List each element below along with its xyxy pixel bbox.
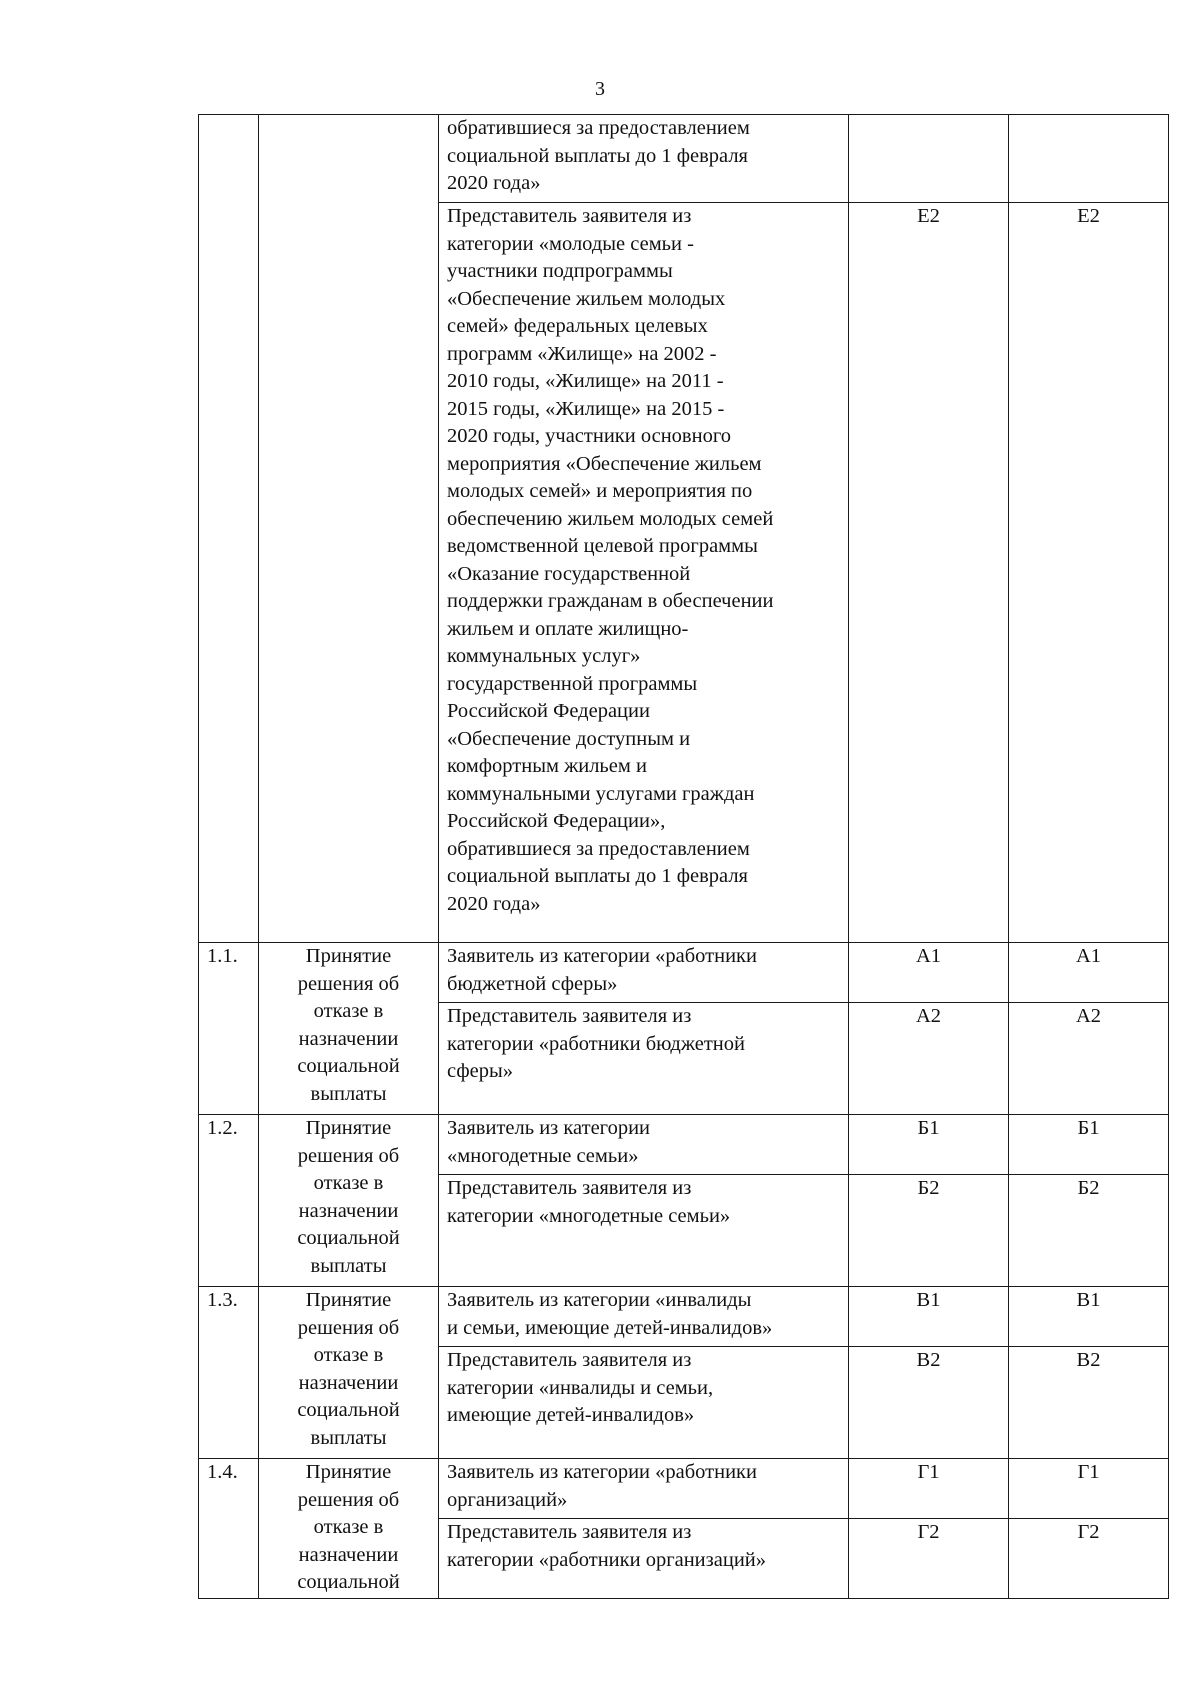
code-cell-1: В2 xyxy=(849,1347,1009,1459)
table-row xyxy=(199,943,1169,1003)
code-cell-2: Е2 xyxy=(1009,203,1169,943)
action-cell: Принятие решения об отказе в назначении социальной выплаты xyxy=(259,1115,439,1287)
applicant-description: Заявитель из категории «многодетные семьи» xyxy=(439,1115,849,1175)
table-row xyxy=(199,115,1169,203)
code-cell-1: Е2 xyxy=(849,203,1009,943)
action-cell xyxy=(259,115,439,943)
code-cell-1: В1 xyxy=(849,1287,1009,1347)
code-cell-2: Б2 xyxy=(1009,1175,1169,1287)
code-cell-1: А2 xyxy=(849,1003,1009,1115)
code-cell-1: Б2 xyxy=(849,1175,1009,1287)
applicant-description: Представитель заявителя из категории «молодые семьи - участники подпрограммы «Обеспечение жильем молодых семей» федеральных целевых программ «Жилище» на 2002 - 2010 годы, «Жилище» на 2011 - 2015 годы, «Жилище» на 2015 - 2020 годы, участники основного мероприятия «Обеспечение жильем молодых семей» и мероприятия по обеспечению жильем молодых семей ведомственной целевой программы «Оказание государственной поддержки гражданам в обеспечении жильем и оплате жилищно- коммунальных услуг» государственной программы Российской Федерации «Обеспечение доступным и комфортным жильем и коммунальными услугами граждан Российской Федерации», обратившиеся за предоставлением социальной выплаты до 1 февраля 2020 года» xyxy=(439,203,849,943)
code-cell-2: А1 xyxy=(1009,943,1169,1003)
applicant-description: обратившиеся за предоставлением социальной выплаты до 1 февраля 2020 года» xyxy=(439,115,849,203)
code-cell-1 xyxy=(849,115,1009,203)
table-row xyxy=(199,1459,1169,1519)
row-number-cell: 1.1. xyxy=(199,943,259,1115)
row-number-cell: 1.4. xyxy=(199,1459,259,1599)
applicant-description: Представитель заявителя из категории «работники организаций» xyxy=(439,1519,849,1599)
table-row xyxy=(199,1115,1169,1175)
applicant-description: Представитель заявителя из категории «многодетные семьи» xyxy=(439,1175,849,1287)
document-table xyxy=(198,114,1169,1599)
code-cell-2: В2 xyxy=(1009,1347,1169,1459)
code-cell-2: В1 xyxy=(1009,1287,1169,1347)
row-number-cell xyxy=(199,115,259,943)
applicant-description: Представитель заявителя из категории «инвалиды и семьи, имеющие детей-инвалидов» xyxy=(439,1347,849,1459)
applicant-description: Заявитель из категории «инвалиды и семьи, имеющие детей-инвалидов» xyxy=(439,1287,849,1347)
applicant-description: Заявитель из категории «работники организаций» xyxy=(439,1459,849,1519)
applicant-description: Заявитель из категории «работники бюджетной сферы» xyxy=(439,943,849,1003)
table-row xyxy=(199,1287,1169,1347)
code-cell-2: Г1 xyxy=(1009,1459,1169,1519)
action-cell: Принятие решения об отказе в назначении социальной выплаты xyxy=(259,1287,439,1459)
applicant-description: Представитель заявителя из категории «работники бюджетной сферы» xyxy=(439,1003,849,1115)
code-cell-2: Б1 xyxy=(1009,1115,1169,1175)
code-cell-1: А1 xyxy=(849,943,1009,1003)
code-cell-1: Б1 xyxy=(849,1115,1009,1175)
code-cell-1: Г2 xyxy=(849,1519,1009,1599)
page-number: 3 xyxy=(595,78,605,100)
code-cell-2 xyxy=(1009,115,1169,203)
action-cell: Принятие решения об отказе в назначении социальной xyxy=(259,1459,439,1599)
action-cell: Принятие решения об отказе в назначении социальной выплаты xyxy=(259,943,439,1115)
code-cell-2: А2 xyxy=(1009,1003,1169,1115)
code-cell-1: Г1 xyxy=(849,1459,1009,1519)
row-number-cell: 1.3. xyxy=(199,1287,259,1459)
row-number-cell: 1.2. xyxy=(199,1115,259,1287)
code-cell-2: Г2 xyxy=(1009,1519,1169,1599)
